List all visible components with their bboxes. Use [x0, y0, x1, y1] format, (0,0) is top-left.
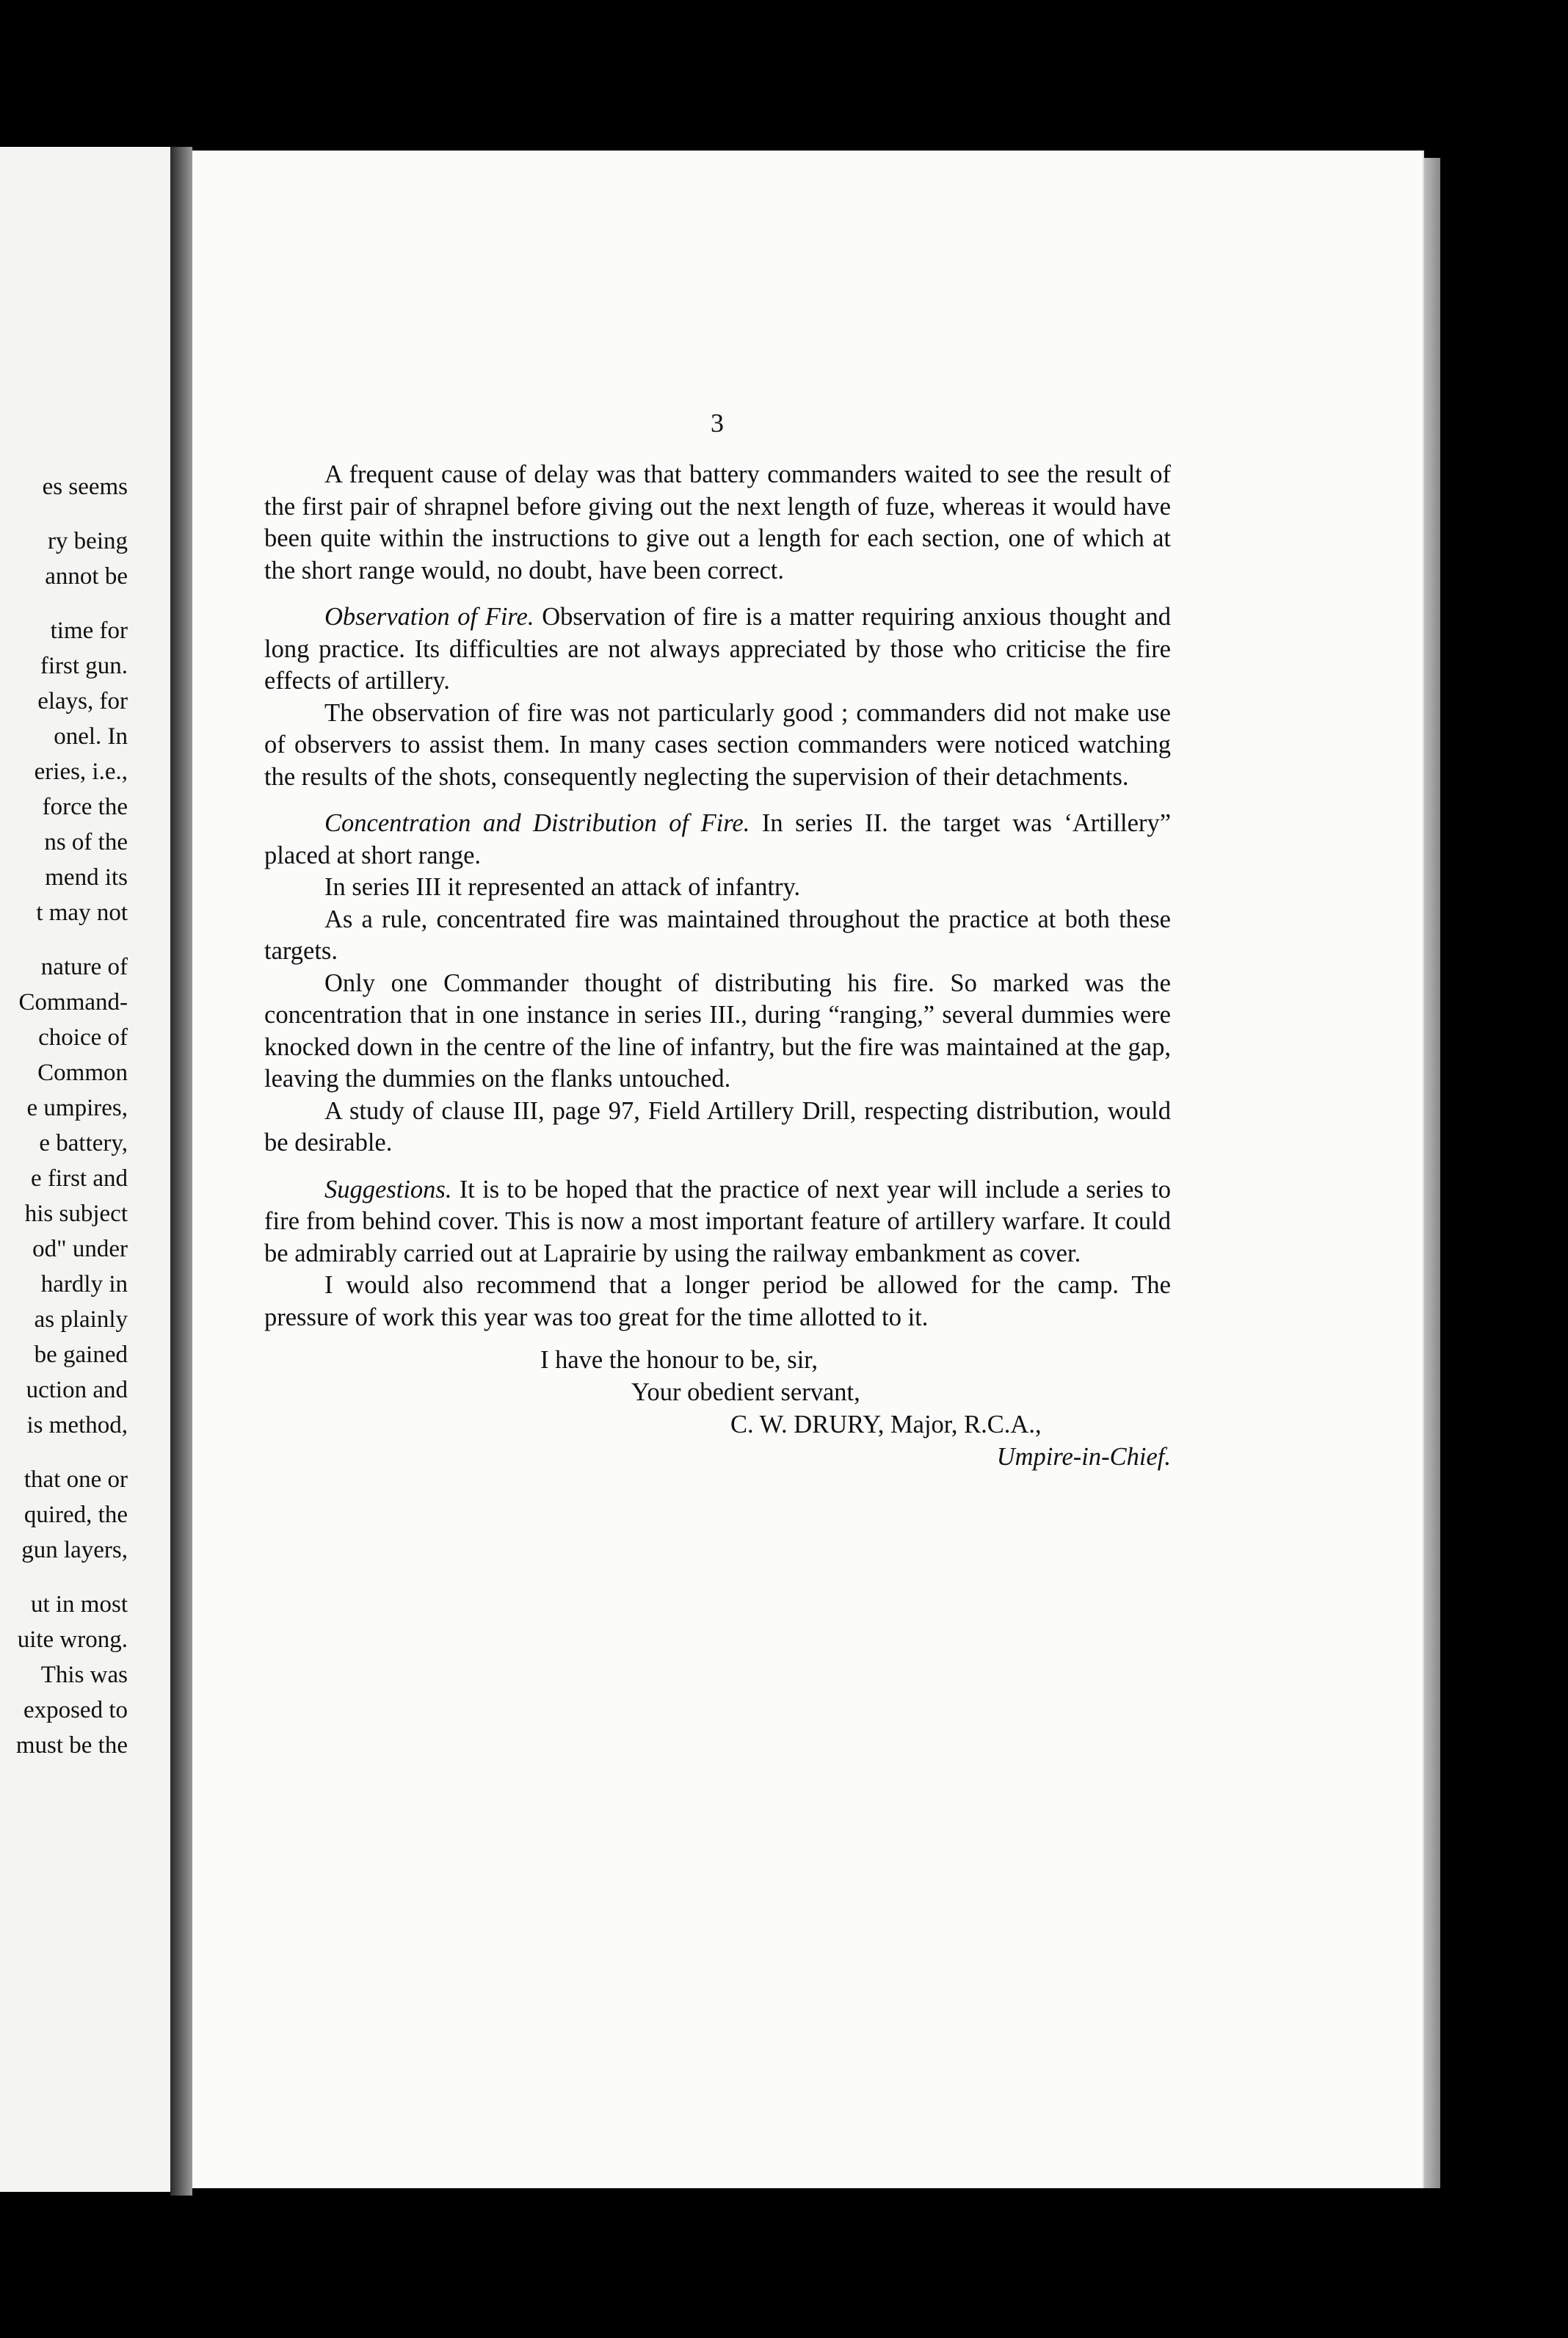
left-page-line: as plainly	[34, 1306, 128, 1333]
paragraph-observation-quality: The observation of fire was not particularly good ; commanders did not make use of observers to assist them. In many cases section commanders were noticed watching the results of the shots, consequently neglecting the supervision of their detachments.	[264, 698, 1171, 791]
paragraph-concentration	[264, 808, 1171, 872]
left-page-line: uite wrong.	[17, 1626, 128, 1653]
left-page-line: quired, the	[23, 1502, 128, 1528]
paragraph-delay: A frequent cause of delay was that battery commanders waited to see the result of the first pair of shrapnel before giving out the next length of fuze, whereas it would have been quite within the instructions to give out a length for each section, one of which at the short range would, no doubt, have been correct.	[264, 460, 1171, 584]
left-page-line: gun layers,	[21, 1537, 128, 1563]
left-page-line: hardly in	[40, 1271, 128, 1298]
left-page-line: e umpires,	[26, 1095, 128, 1121]
left-page-line: t may not	[36, 900, 128, 926]
left-page-line: Common	[37, 1060, 128, 1086]
left-page-line: od" under	[32, 1236, 128, 1262]
paragraph-recommendation: I would also recommend that a longer period be allowed for the camp. The pressure of work this year was too great for the time allotted to it.	[264, 1271, 1171, 1331]
body-text	[264, 459, 1171, 1333]
paragraph-study: A study of clause III, page 97, Field Artillery Drill, respecting distribution, would be desirable.	[264, 1096, 1171, 1157]
signature-title: Umpire-in-Chief.	[996, 1443, 1171, 1471]
left-page-line: is method,	[26, 1412, 128, 1438]
left-page-line: his subject	[24, 1201, 128, 1227]
left-page-line: es seems	[42, 474, 128, 500]
closing-salutation: I have the honour to be, sir,	[540, 1346, 819, 1374]
left-page-line: first gun.	[40, 653, 128, 679]
left-page-line: that one or	[23, 1466, 128, 1493]
left-page-line: e first and	[31, 1165, 128, 1192]
left-page-line: force the	[42, 794, 128, 820]
left-page-line: onel. In	[54, 723, 128, 750]
left-page-line: choice of	[38, 1024, 128, 1051]
book-gutter	[170, 147, 192, 2196]
paragraph-suggestions	[264, 1174, 1171, 1270]
left-page-line: exposed to	[23, 1697, 128, 1723]
signature: C. W. DRURY, Major, R.C.A.,	[730, 1411, 1042, 1438]
section-heading-concentration: Concentration and Distribution of Fire.	[324, 809, 750, 837]
closing-servant: Your obedient servant,	[631, 1378, 860, 1406]
paragraph-observation	[264, 601, 1171, 698]
left-page-line: uction and	[26, 1377, 128, 1403]
page-number: 3	[711, 408, 724, 438]
left-page-line: elays, for	[37, 688, 128, 714]
left-page-line: be gained	[34, 1342, 128, 1368]
left-page-line: mend its	[45, 864, 128, 891]
closing-block	[264, 1344, 1171, 1473]
paragraph-rule: As a rule, concentrated fire was maintained throughout the practice at both these targets.	[264, 905, 1171, 965]
section-heading-suggestions: Suggestions.	[324, 1175, 452, 1204]
left-page-line: ns of the	[44, 829, 128, 855]
paragraph-series-three: In series III it represented an attack of infantry.	[324, 873, 801, 901]
left-page-line: e battery,	[39, 1130, 128, 1157]
left-page-line: Command-	[18, 989, 128, 1016]
left-page-line: time for	[50, 618, 128, 644]
left-page-line: must be the	[15, 1732, 128, 1759]
page-edge	[1424, 158, 1440, 2188]
paragraph-observation-text: Observation of fire is a matter requiring anxious thought and long practice. Its difficulties are not always appreciated by those who criticise the fire effects of artillery.	[264, 603, 1172, 695]
left-page-line: This was	[40, 1662, 128, 1688]
paragraph-concentration-text: In series II. the target was ‘Artillery” placed at short range.	[264, 809, 1172, 869]
section-heading-observation: Observation of Fire.	[324, 603, 534, 631]
left-page	[0, 147, 170, 2192]
left-page-line: eries, i.e.,	[34, 759, 128, 785]
left-page-line: ry being	[47, 528, 128, 554]
paragraph-suggestions-text: It is to be hoped that the practice of next year will include a series to fire from behind cover. This is now a most important feature of artillery warfare. It could be admirably carried out at Laprairie by using the railway embankment as cover.	[264, 1175, 1172, 1267]
paragraph-distribution: Only one Commander thought of distributing his fire. So marked was the concentration that in one instance in series III., during “ranging,” several dummies were knocked down in the centre of the line of infantry, but the fire was maintained at the gap, leaving the dummies on the flanks untouched.	[264, 969, 1171, 1093]
left-page-line: annot be	[45, 563, 128, 590]
left-page-line: nature of	[40, 954, 128, 980]
left-page-line: ut in most	[30, 1591, 128, 1618]
